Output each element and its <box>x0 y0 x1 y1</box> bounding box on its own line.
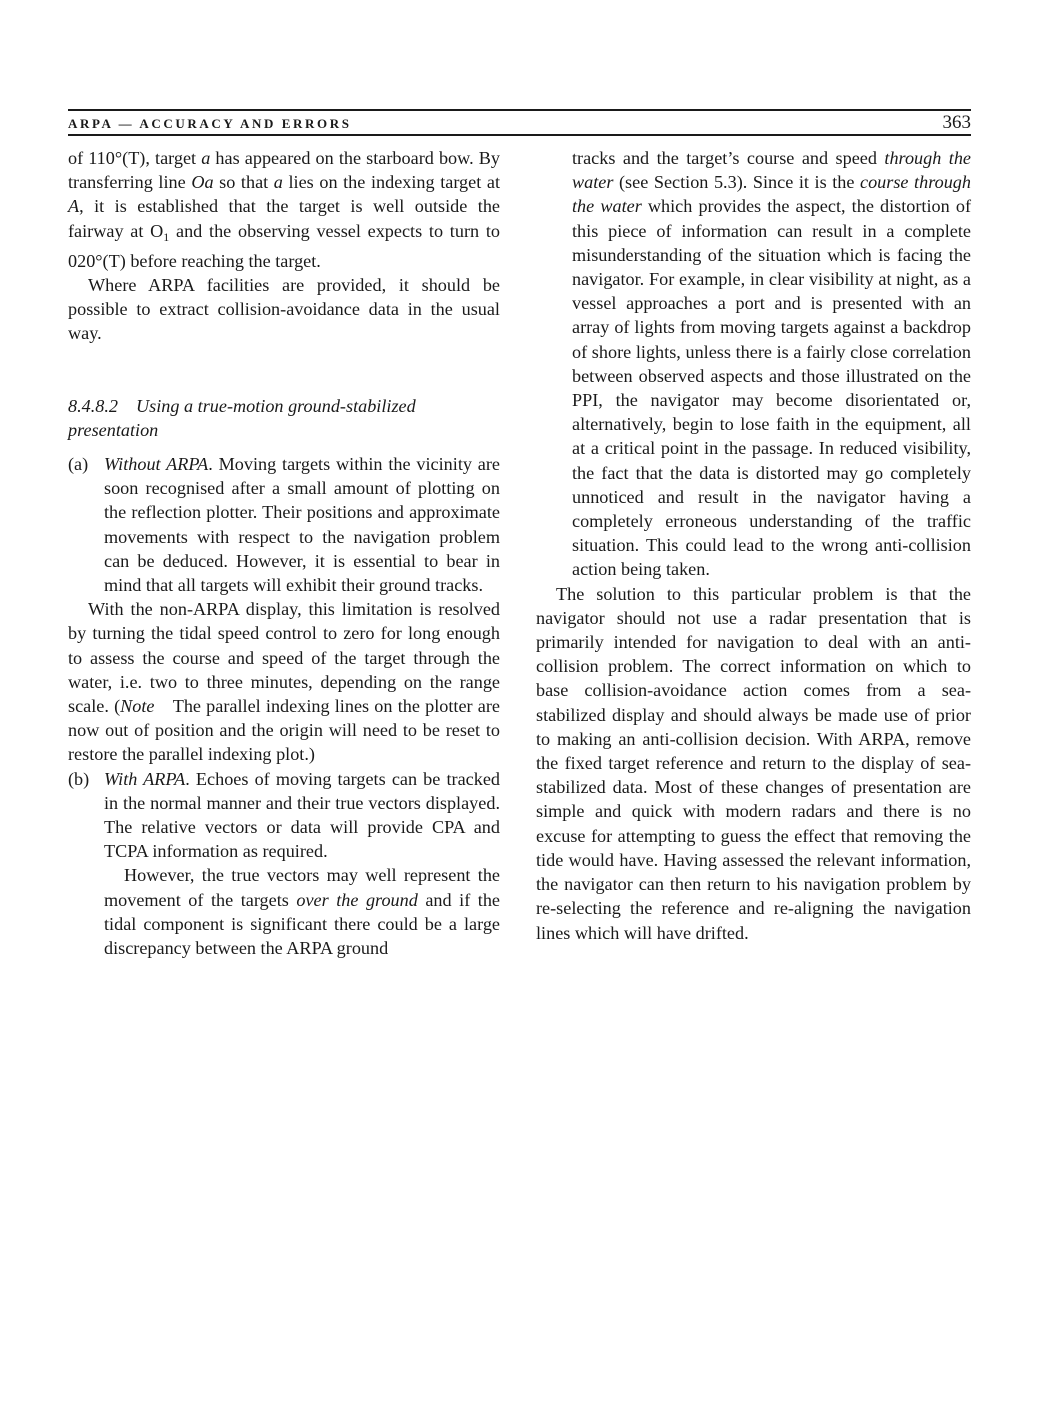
italic-run: a <box>273 172 283 193</box>
text-run: However, the true vectors may well represent the movement of the targets <box>104 865 500 910</box>
subscript: 1 <box>163 229 170 244</box>
italic-run: a <box>201 148 211 168</box>
list-text-a: . Moving targets within the vicinity are soon recognised after a small amount of plotting on the reflection plotter. Their positions and approximate movements with respect to the navigation problem can be deduced. However, it is essential to bear in mind that all targets will exhibit their ground tracks. <box>104 454 501 596</box>
section-title: Using a true-motion ground-stabilized presentation <box>68 395 416 440</box>
text-run: tracks and the target’s course and speed <box>572 148 885 168</box>
italic-run: course through the water <box>572 172 971 217</box>
section-heading <box>68 394 500 442</box>
italic-run: through the water <box>572 148 971 193</box>
left-column <box>68 146 500 960</box>
text-run: lies on the indexing target at <box>282 172 500 193</box>
text-run: of 110°(T), target <box>68 148 202 168</box>
list-item-a <box>68 452 500 597</box>
italic-run: Oa <box>191 172 214 193</box>
list-text-b: . Echoes of moving targets can be tracked in the normal manner and their true vectors displayed. The relative vectors or data will provide CPA and TCPA information as required. <box>104 768 500 862</box>
italic-run: A <box>68 196 80 217</box>
italic-note: Note <box>120 696 155 717</box>
paragraph-solution: The solution to this particular problem is that the navigator should not use a radar presentation that is primarily intended for navigation to deal with an anti-collision problem. The correct information on which to base collision-avoidance action comes from a sea-stabilized display and should always be made use of prior to making an anti-collision decision. With ARPA, remove the fixed target reference and return to the display of sea-stabilized data. Most of these changes of presentation are simple and quick with modern radars and there is no excuse for attempting to guess the effect that removing the tide would have. Having assessed the relevant information, the navigator can then return to his navigation problem by re-selecting the reference and re-aligning the navigation lines which will have drifted. <box>536 583 971 943</box>
list-label-b: (b) <box>68 768 90 789</box>
list-lead-b: With ARPA <box>104 768 186 789</box>
list-label-a: (a) <box>68 454 89 475</box>
text-run: The parallel indexing lines on the plotter are now out of position and the origin will need to be reset to restore the parallel indexing plot.) <box>68 696 500 765</box>
running-head-title: ARPA — ACCURACY AND ERRORS <box>68 116 352 131</box>
text-run: With the non-ARPA display, this limitation is resolved by turning the tidal speed control to zero for long enough to assess the course and speed of the target through the water, i.e. two to three minutes, depending on the range scale. ( <box>68 599 500 717</box>
text-run: so that <box>213 172 274 193</box>
paragraph-non-arpa <box>68 597 500 766</box>
text-run: which provides the aspect, the distortion of this piece of information can result in a complete misunderstanding of the situation which is facing the navigator. For example, in clear visibility at night, as a vessel approaches a port and is presented with an array of lights from moving targets against a backdrop of shore lights, unless there is a fairly close correlation between observed aspects and those illustrated on the PPI, the navigator may become disorientated or, alternatively, begin to lose faith in the equipment, all at a critical point in the passage. In reduced visibility, the fact that the data is distorted may go completely unnoticed and result in the navigator having a completely erroneous understanding of the traffic situation. This could lead to the wrong anti-collision action being taken. <box>572 196 971 580</box>
running-head <box>68 109 971 136</box>
section-number: 8.4.8.2 <box>68 395 119 416</box>
page-number: 363 <box>942 112 971 133</box>
text-run: (see Section 5.3). Since it is the <box>613 172 860 193</box>
text-run: and if the tidal component is significant there could be a large discrepancy between the ARPA ground <box>104 889 500 959</box>
list-item-b <box>68 767 500 864</box>
text-run: , it is established that the target is well outside the fairway at O <box>68 196 500 241</box>
text-run: has appeared on the starboard bow. By transferring line <box>68 148 500 193</box>
text-run: and the observing vessel expects to turn to 020°(T) before reaching the target. <box>68 220 500 271</box>
list-lead-a: Without ARPA <box>104 454 209 475</box>
paragraph-arpa-facilities: Where ARPA facilities are provided, it should be possible to extract collision-avoidance data in the usual way. <box>68 275 500 344</box>
italic-run: over the ground <box>296 889 418 910</box>
list-item-b-continuation <box>68 863 500 960</box>
list-item-b-continuation-2 <box>536 146 971 582</box>
right-column <box>536 146 971 945</box>
paragraph-continuation <box>68 146 500 273</box>
